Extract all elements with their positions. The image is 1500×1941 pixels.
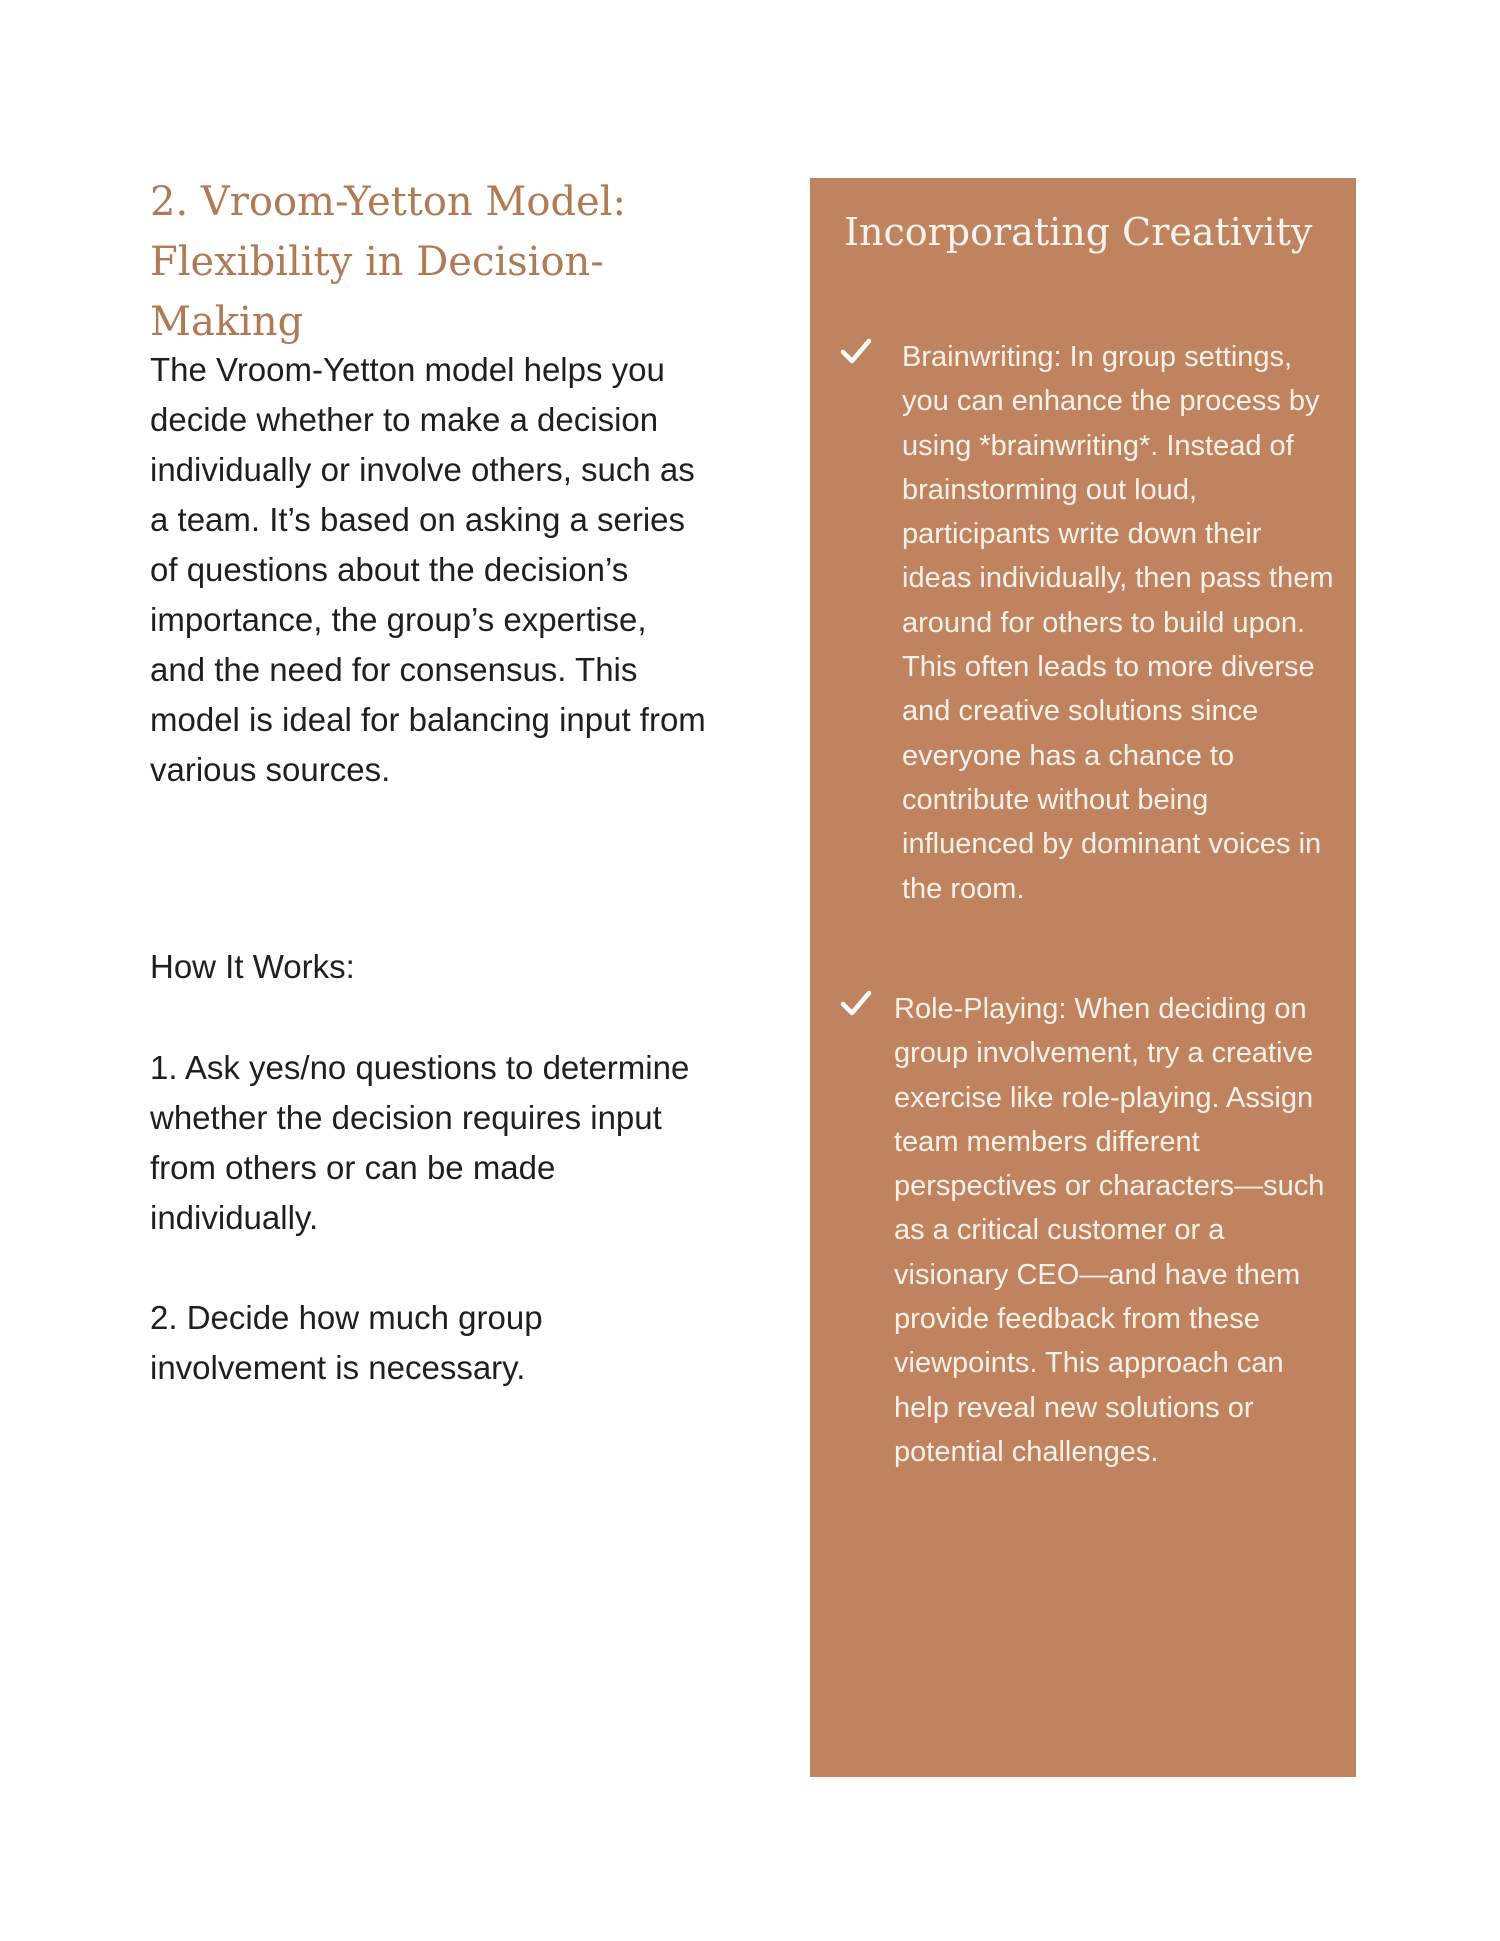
intro-paragraph: The Vroom-Yetton model helps you decide whether to make a decision individually or involve others, such as a team. It’s based on asking a series of questions about the decision’s importance, the group’s expertise, and the need for consensus. This model is ideal for balancing input from various sources. [150,351,706,788]
section-title-line-1: 2. Vroom-Yetton Model: [150,179,626,225]
section-heading [150,172,710,352]
tip-text-brainwriting: Brainwriting: In group settings, you can enhance the process by using *brainwriting*. Instead of brainstorming out loud, participants write down their ideas individually, then pass them around for others to build upon. This often leads to more diverse and creative solutions since everyone has a chance to contribute without being influenced by dominant voices in the room. [902,341,1334,905]
sidebar-title: Incorporating Creativity [844,210,1313,254]
checkmark-icon [840,987,872,1019]
creativity-sidebar [810,178,1356,1777]
step-item-1: 1. Ask yes/no questions to determine whether the decision requires input from others or can be made individually. [150,1049,690,1236]
section-title-line-2: Flexibility in Decision-Making [150,239,604,345]
step-item-2: 2. Decide how much group involvement is necessary. [150,1299,543,1386]
tip-text-role-playing: Role-Playing: When deciding on group involvement, try a creative exercise like role-playing. Assign team members different perspectives or characters—such as a critical customer or a visionary CEO—and have them provide feedback from these viewpoints. This approach can help reveal new solutions or potential challenges. [894,993,1325,1468]
how-it-works-heading: How It Works: [150,948,355,985]
section-title [150,172,710,352]
checkmark-icon [840,335,872,367]
